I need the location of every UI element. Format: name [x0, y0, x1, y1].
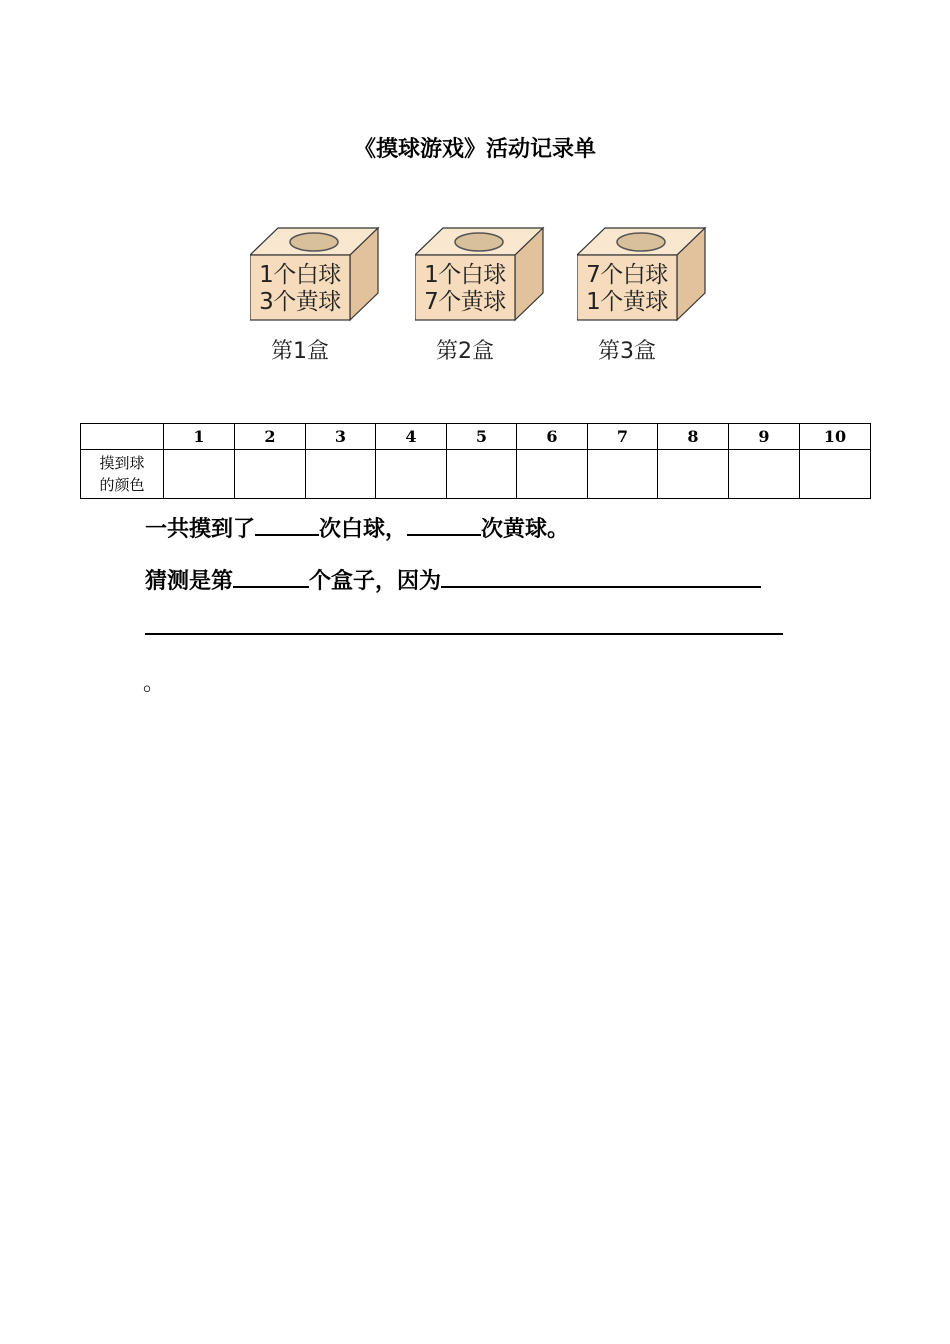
box-1-yellow-count: 3个黄球: [259, 289, 341, 315]
white-count-blank[interactable]: [255, 514, 319, 536]
sentence-count-part-1: 一共摸到了: [145, 516, 256, 542]
box-1-white-count: 1个白球: [259, 262, 341, 288]
record-table: [80, 423, 871, 499]
record-cell-9[interactable]: [729, 450, 800, 499]
table-header-corner: [81, 424, 164, 450]
box-1-caption: 第1盒: [271, 339, 329, 364]
table-header-6: 6: [517, 424, 588, 450]
sentence-guess-part-2: 个盒子，因为: [309, 568, 442, 594]
table-header-10: 10: [800, 424, 871, 450]
table-header-3: 3: [306, 424, 376, 450]
sentence-guess-part-1: 猜测是第: [145, 568, 234, 594]
table-header-7: 7: [588, 424, 658, 450]
box-3-white-count: 7个白球: [586, 262, 668, 288]
table-row: [81, 450, 871, 499]
box-2-caption: 第2盒: [436, 339, 494, 364]
reason-continuation-blank[interactable]: [145, 613, 783, 635]
end-mark: 。: [143, 671, 166, 696]
record-cell-6[interactable]: [517, 450, 588, 499]
row-label-line-1: 摸到球: [99, 454, 145, 472]
sentence-count: [145, 512, 569, 543]
page-title: 《摸球游戏》活动记录单: [353, 136, 596, 162]
reason-continuation: [145, 613, 783, 641]
yellow-count-blank[interactable]: [407, 514, 481, 536]
table-header-row: [81, 424, 871, 450]
sentence-guess: [145, 564, 761, 595]
table-header-9: 9: [729, 424, 800, 450]
box-1: [250, 225, 385, 325]
table-header-8: 8: [658, 424, 729, 450]
box-2: [415, 225, 550, 325]
box-3-yellow-count: 1个黄球: [586, 289, 668, 315]
box-3: [577, 225, 712, 325]
table-header-5: 5: [447, 424, 517, 450]
box-number-blank[interactable]: [233, 566, 309, 588]
record-cell-5[interactable]: [447, 450, 517, 499]
box-2-white-count: 1个白球: [424, 262, 506, 288]
table-header-1: 1: [164, 424, 235, 450]
row-label: [81, 450, 164, 499]
sentence-count-part-2: 次白球，: [319, 516, 408, 542]
record-cell-1[interactable]: [164, 450, 235, 499]
row-label-line-2: 的颜色: [99, 476, 145, 494]
reason-blank[interactable]: [441, 566, 761, 588]
record-cell-3[interactable]: [306, 450, 376, 499]
record-cell-8[interactable]: [658, 450, 729, 499]
table-header-4: 4: [376, 424, 447, 450]
record-cell-4[interactable]: [376, 450, 447, 499]
record-cell-7[interactable]: [588, 450, 658, 499]
sentence-count-part-3: 次黄球。: [481, 516, 570, 542]
record-cell-2[interactable]: [235, 450, 306, 499]
record-cell-10[interactable]: [800, 450, 871, 499]
box-3-caption: 第3盒: [598, 339, 656, 364]
table-header-2: 2: [235, 424, 306, 450]
box-2-yellow-count: 7个黄球: [424, 289, 506, 315]
